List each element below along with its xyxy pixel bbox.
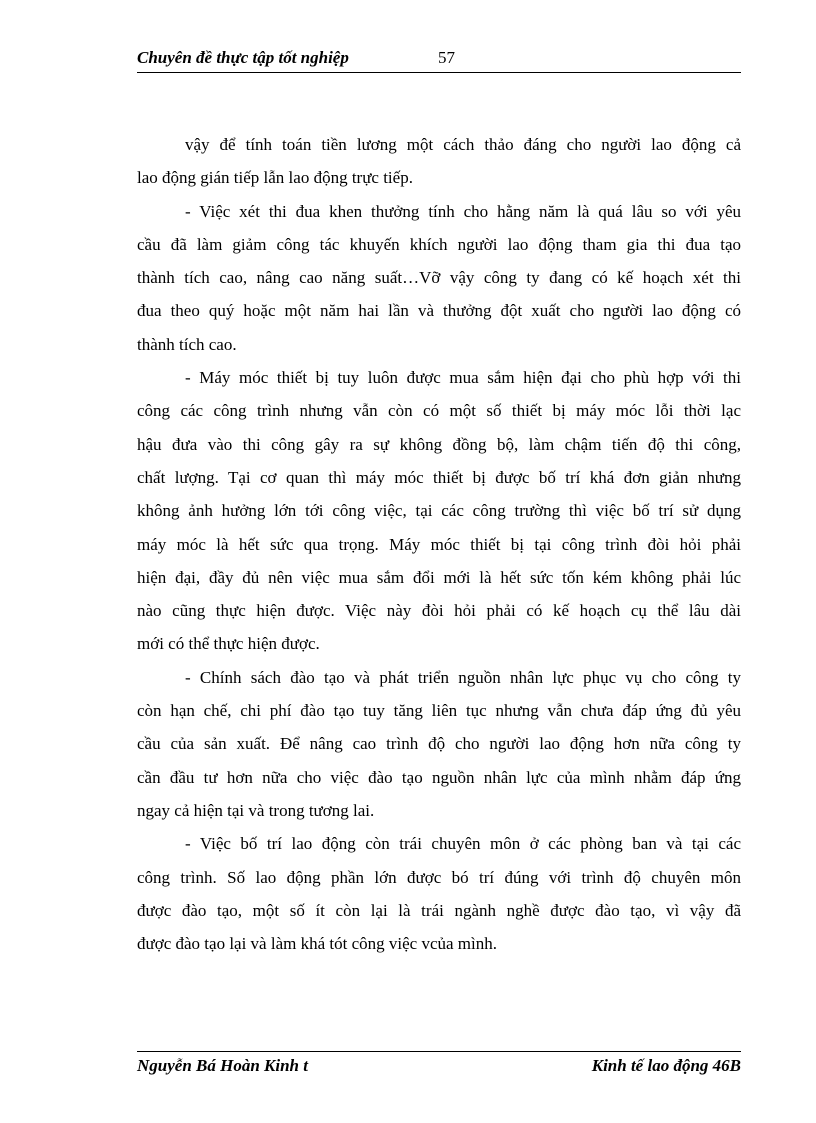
page-number: 57: [438, 48, 455, 67]
text-line: - Việc xét thi đua khen thưởng tính cho hằng năm là quá lâu so với yêu: [185, 201, 741, 221]
text-line: máy móc là hết sức qua trọng. Máy móc thiết bị tại công trình đòi hỏi phải: [137, 534, 741, 554]
text-line: - Chính sách đào tạo và phát triển nguồn nhân lực phục vụ cho công ty: [185, 667, 741, 687]
text-line: chất lượng. Tại cơ quan thì máy móc thiết bị được bố trí khá đơn giản nhưng: [137, 467, 741, 487]
text-line: vậy để tính toán tiền lương một cách thảo đáng cho người lao động cả: [185, 135, 741, 154]
paragraph: [137, 366, 741, 666]
class-name: Kinh tế lao động 46B: [591, 1056, 741, 1075]
text-line: công trình. Số lao động phần lớn được bó trí đúng với trình độ chuyên môn: [137, 867, 741, 887]
document-title: Chuyên đề thực tập tốt nghiệp: [137, 48, 349, 67]
text-line: - Việc bố trí lao động còn trái chuyên môn ở các phòng ban và tại các: [185, 834, 741, 854]
text-line: được đào tạo, một số ít còn lại là trái ngành nghề được đào tạo, vì vậy đã: [137, 900, 741, 920]
text-line: công các công trình nhưng vẫn còn có một số thiết bị máy móc lỗi thời lạc: [137, 401, 741, 421]
text-line: lao động gián tiếp lẫn lao động trực tiếp.: [137, 168, 413, 188]
paragraph: [137, 200, 741, 366]
text-line: thành tích cao.: [137, 334, 237, 354]
text-line: cần đầu tư hơn nữa cho việc đào tạo nguồn nhân lực của mình nhằm đáp ứng: [137, 767, 741, 787]
paragraph: [137, 133, 741, 200]
text-line: hiện đại, đầy đủ nên việc mua sắm đổi mới là hết sức tốn kém không phải lúc: [137, 567, 741, 587]
text-line: còn hạn chế, chi phí đào tạo tuy tăng liên tục nhưng vẫn chưa đáp ứng đủ yêu: [137, 701, 741, 721]
paragraph: [137, 832, 741, 965]
paragraph: [137, 666, 741, 832]
text-line: - Máy móc thiết bị tuy luôn được mua sắm hiện đại cho phù hợp với thi: [185, 368, 741, 388]
text-line: được đào tạo lại và làm khá tót công việc vcủa mình.: [137, 934, 497, 954]
author-name: Nguyễn Bá Hoàn Kinh t: [137, 1056, 308, 1075]
text-line: mới có thể thực hiện được.: [137, 634, 320, 654]
document-body: [137, 133, 741, 965]
text-line: ngay cả hiện tại và trong tương lai.: [137, 800, 375, 820]
text-line: không ảnh hưởng lớn tới công việc, tại các công trường thì việc bố trí sử dụng: [137, 501, 741, 521]
text-line: thành tích cao, nâng cao năng suất…Vỡ vậy công ty đang có kế hoạch xét thi: [137, 268, 741, 288]
page-header: [137, 46, 741, 73]
text-line: cầu đã làm giảm công tác khuyến khích người lao động tham gia thi đua tạo: [137, 234, 741, 254]
page-footer: [137, 1051, 741, 1078]
text-line: nào cũng thực hiện được. Việc này đòi hỏi phải có kế hoạch cụ thể lâu dài: [137, 601, 741, 621]
text-line: đua theo quý hoặc một năm hai lần và thưởng đột xuất cho người lao động có: [137, 301, 741, 321]
text-line: cầu của sản xuất. Để nâng cao trình độ cho người lao động hơn nữa công ty: [137, 734, 741, 754]
text-line: hậu đưa vào thi công gây ra sự không đồng bộ, làm chậm tiến độ thi công,: [137, 434, 741, 454]
